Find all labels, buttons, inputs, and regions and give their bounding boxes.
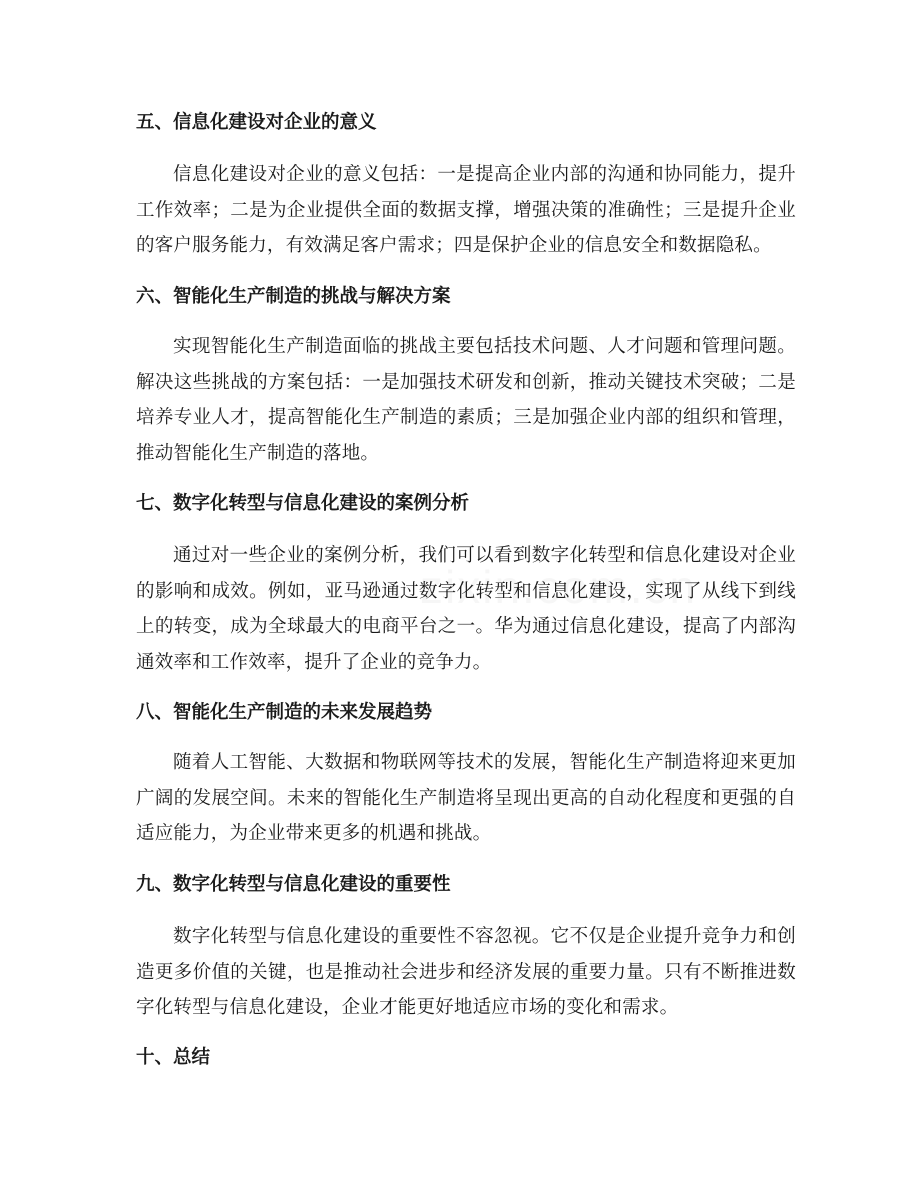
section-5-heading: 五、信息化建设对企业的意义 — [136, 112, 377, 133]
section-7-heading: 七、数字化转型与信息化建设的案例分析 — [136, 493, 470, 514]
section-9-heading: 九、数字化转型与信息化建设的重要性 — [136, 874, 451, 895]
section-6-heading: 六、智能化生产制造的挑战与解决方案 — [136, 286, 451, 307]
section-9-paragraph: 数字化转型与信息化建设的重要性不容忽视。它不仅是企业提升竞争力和创造更多价值的关键，也是推动社会进步和经济发展的重要力量。只有不断推进数字化转型与信息化建设，企业才能更好地适应市场的变化和需求。 — [136, 926, 796, 1018]
section-10-heading: 十、总结 — [136, 1047, 211, 1068]
section-5-paragraph: 信息化建设对企业的意义包括：一是提高企业内部的沟通和协同能力，提升工作效率；二是为企业提供全面的数据支撑，增强决策的准确性；三是提升企业的客户服务能力，有效满足客户需求；四是保护企业的信息安全和数据隐私。 — [136, 164, 796, 256]
section-6-paragraph: 实现智能化生产制造面临的挑战主要包括技术问题、人才问题和管理问题。解决这些挑战的方案包括：一是加强技术研发和创新，推动关键技术突破；二是培养专业人才，提高智能化生产制造的素质；三是加强企业内部的组织和管理，推动智能化生产制造的落地。 — [136, 336, 796, 464]
section-7-paragraph: 通过对一些企业的案例分析，我们可以看到数字化转型和信息化建设对企业的影响和成效。例如，亚马逊通过数字化转型和信息化建设，实现了从线下到线上的转变，成为全球最大的电商平台之一。华为通过信息化建设，提高了内部沟通效率和工作效率，提升了企业的竞争力。 — [136, 545, 796, 673]
section-8-heading: 八、智能化生产制造的未来发展趋势 — [136, 702, 433, 723]
section-8-paragraph: 随着人工智能、大数据和物联网等技术的发展，智能化生产制造将迎来更加广阔的发展空间。未来的智能化生产制造将呈现出更高的自动化程度和更强的自适应能力，为企业带来更多的机遇和挑战。 — [136, 752, 796, 844]
